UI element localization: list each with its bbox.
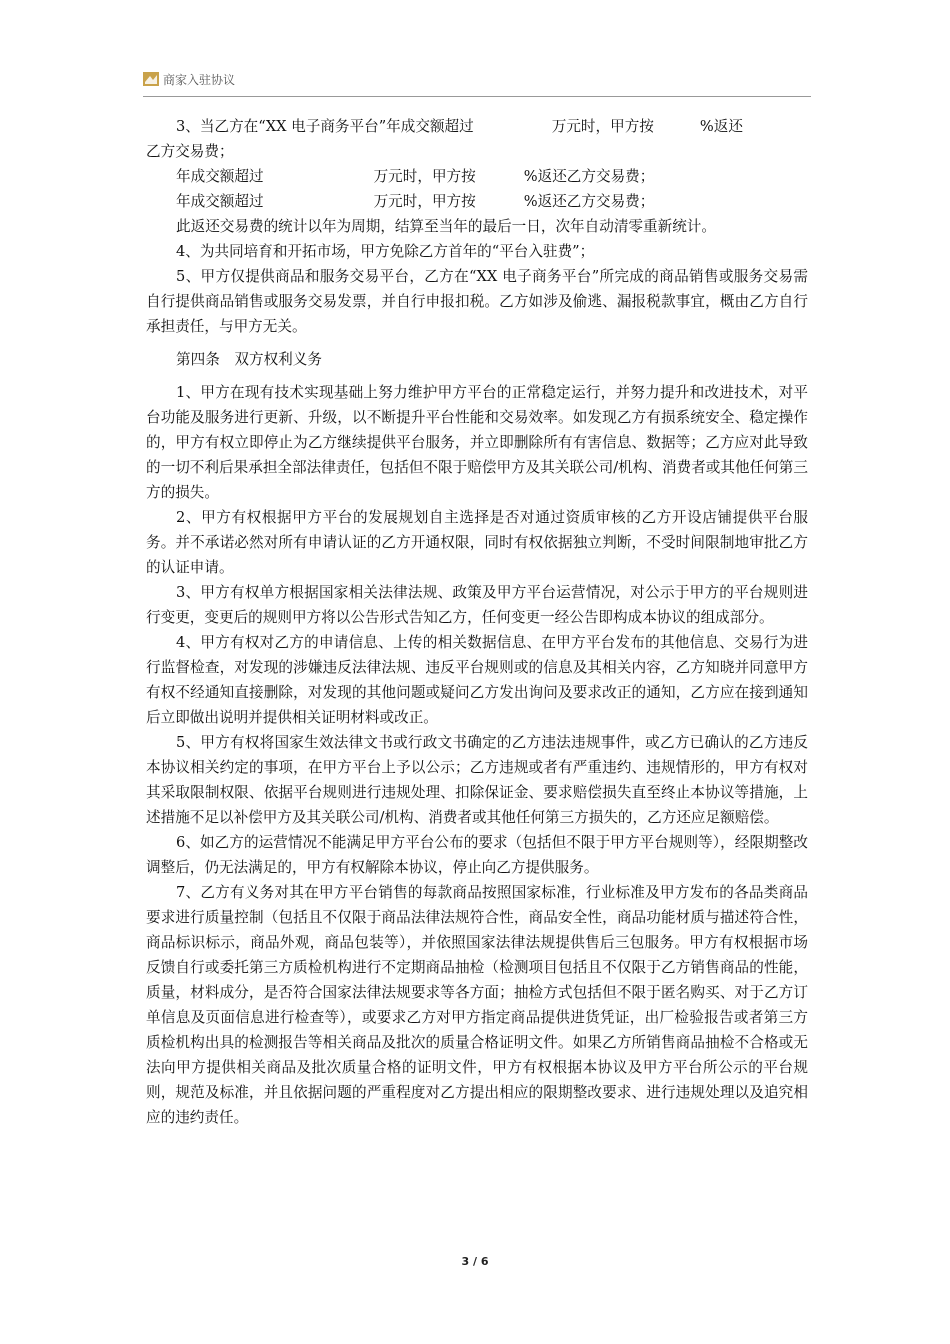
article-4-title: 第四条 双方权利义务: [176, 351, 322, 368]
page-number: 3 / 6: [461, 1255, 489, 1268]
clause-4-fee-waiver: 4、为共同培育和开拓市场，甲方免除乙方首年的“平台入驻费”；: [176, 243, 595, 260]
header-title: 商家入驻协议: [163, 72, 236, 87]
article-4-item: 7、乙方有义务对其在甲方平台销售的每款商品按照国家标准，行业标准及甲方发布的各品类商品要求进行质量控制（包括且不仅限于商品法律法规符合性，商品安全性，商品功能材质与描述符合性，商品标识标示，商品外观，商品包装等），并依照国家法律法规提供售后三包服务。甲方有权根据市场反馈自行或委托第三方质检机构进行不定期商品抽检（检测项目包括且不仅限于乙方销售商品的性能，质量，材料成分，是否符合国家法律法规要求等各方面；抽检方式包括但不限于匿名购买、对于乙方订单信息及页面信息进行检查等），或要求乙方对甲方指定商品提供进货凭证，出厂检验报告或者第三方质检机构出具的检测报告等相关商品及批次的质量合格证明文件。如果乙方所销售商品抽检不合格或无法向甲方提供相关商品及批次质量合格的证明文件，甲方有权根据本协议及甲方平台所公示的平台规则，规范及标准，并且依据问题的严重程度对乙方提出相应的限期整改要求、进行违规处理以及追究相应的违约责任。: [146, 884, 808, 1126]
clause-3-rebate-cont: 乙方交易费；: [146, 143, 234, 160]
article-4-item: 1、甲方在现有技术实现基础上努力维护甲方平台的正常稳定运行，并努力提升和改进技术，对平台功能及服务进行更新、升级，以不断提升平台性能和交易效率。如发现乙方有损系统安全、稳定操作的，甲方有权立即停止为乙方继续提供平台服务，并立即删除所有有害信息、数据等；乙方应对此导致的一切不利后果承担全部法律责任，包括但不限于赔偿甲方及其关联公司/机构、消费者或其他任何第三方的损失。: [146, 384, 808, 501]
header-divider: [143, 96, 811, 97]
clause-3-rebate: 3、当乙方在“XX 电子商务平台”年成交额超过 万元时，甲方按 %返还: [176, 118, 743, 135]
clause-5-tax: 5、甲方仅提供商品和服务交易平台，乙方在“XX 电子商务平台”所完成的商品销售或服务交易需自行提供商品销售或服务交易发票，并自行申报扣税。乙方如涉及偷逃、漏报税款事宜，概由乙方自行承担责任，与甲方无关。: [146, 268, 808, 335]
rebate-tier-1: 年成交额超过 万元时，甲方按 %返还乙方交易费；: [176, 168, 655, 185]
article-4-item: 3、甲方有权单方根据国家相关法律法规、政策及甲方平台运营情况，对公示于甲方的平台规则进行变更，变更后的规则甲方将以公告形式告知乙方，任何变更一经公告即构成本协议的组成部分。: [146, 584, 808, 626]
brand-logo-icon: [143, 72, 159, 86]
rebate-tier-2: 年成交额超过 万元时，甲方按 %返还乙方交易费；: [176, 193, 655, 210]
article-4-item: 4、甲方有权对乙方的申请信息、上传的相关数据信息、在甲方平台发布的其他信息、交易行为进行监督检查，对发现的涉嫌违反法律法规、违反平台规则或的信息及其相关内容，乙方知晓并同意甲方有权不经通知直接删除，对发现的其他问题或疑问乙方发出询问及要求改正的通知，乙方应在接到通知后立即做出说明并提供相关证明材料或改正。: [146, 634, 808, 726]
document-body: [146, 114, 808, 1130]
document-header: [143, 68, 811, 90]
article-4-item: 5、甲方有权将国家生效法律文书或行政文书确定的乙方违法违规事件，或乙方已确认的乙方违反本协议相关约定的事项，在甲方平台上予以公示；乙方违规或者有严重违约、违规情形的，甲方有权对其采取限制权限、依据平台规则进行违规处理、扣除保证金、要求赔偿损失直至终止本协议等措施，上述措施不足以补偿甲方及其关联公司/机构、消费者或其他任何第三方损失的，乙方还应足额赔偿。: [146, 734, 808, 826]
rebate-cycle-note: 此返还交易费的统计以年为周期，结算至当年的最后一日，次年自动清零重新统计。: [176, 218, 716, 235]
article-4-item: 6、如乙方的运营情况不能满足甲方平台公布的要求（包括但不限于甲方平台规则等），经限期整改调整后，仍无法满足的，甲方有权解除本协议，停止向乙方提供服务。: [146, 834, 808, 876]
article-4-item: 2、甲方有权根据甲方平台的发展规划自主选择是否对通过资质审核的乙方开设店铺提供平台服务。并不承诺必然对所有申请认证的乙方开通权限，同时有权依据独立判断，不受时间限制地审批乙方的认证申请。: [146, 509, 808, 576]
